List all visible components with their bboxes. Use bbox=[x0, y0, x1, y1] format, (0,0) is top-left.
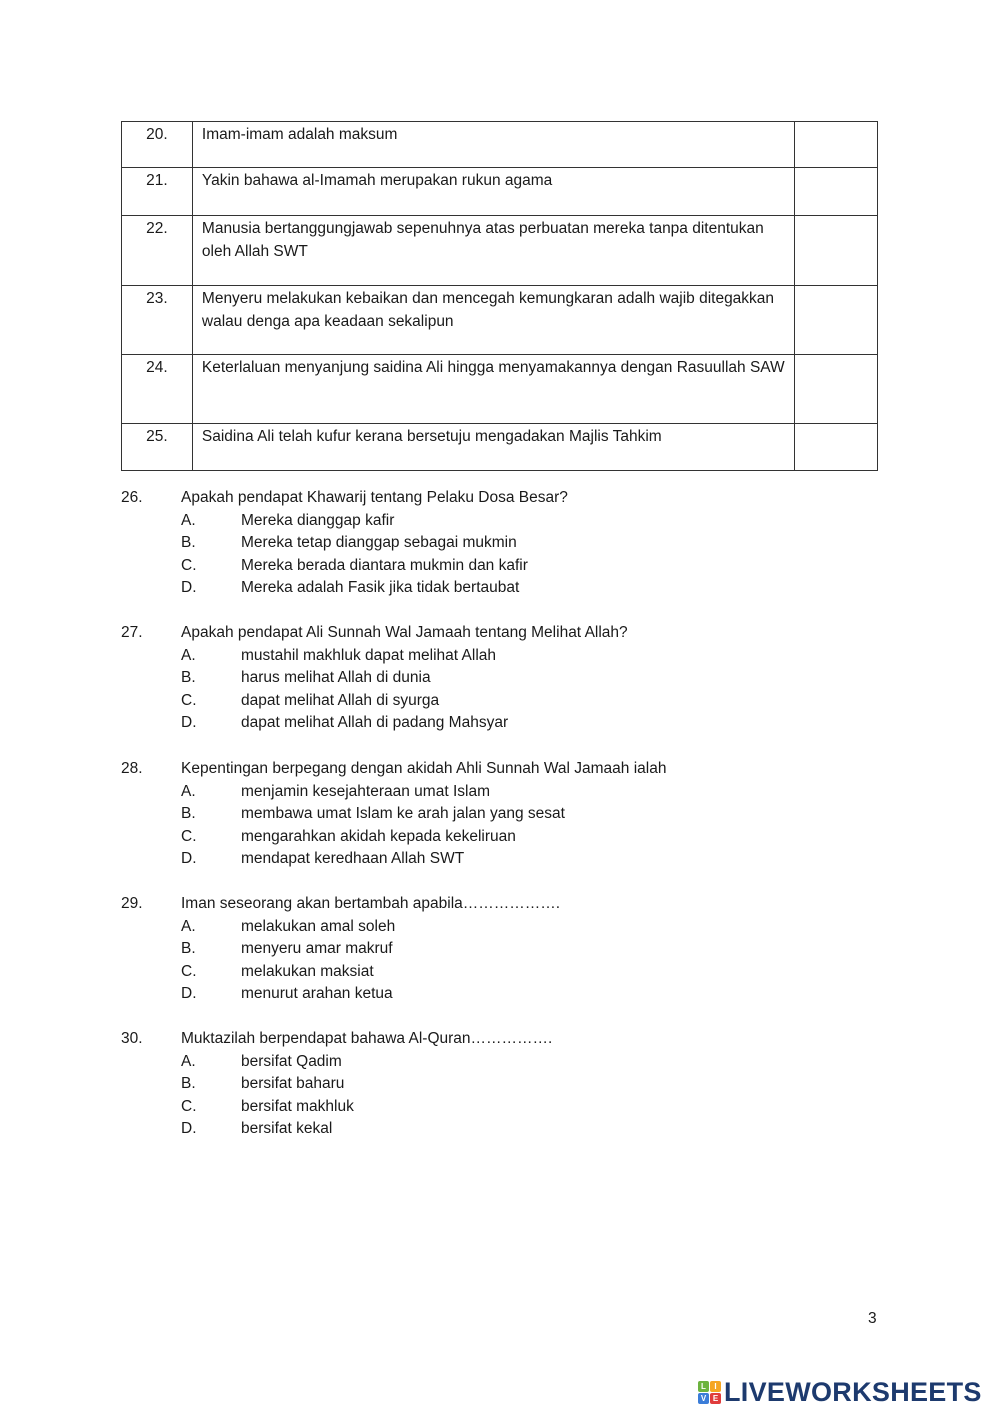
question-29 bbox=[121, 893, 560, 1006]
option-text: mengarahkan akidah kepada kekeliruan bbox=[241, 827, 516, 845]
option-text: menurut arahan ketua bbox=[241, 985, 393, 1003]
option-text: bersifat kekal bbox=[241, 1120, 333, 1138]
question-26 bbox=[121, 487, 568, 600]
option-b[interactable] bbox=[121, 803, 666, 826]
option-letter: B. bbox=[181, 534, 196, 552]
option-letter: A. bbox=[181, 511, 196, 529]
option-text: harus melihat Allah di dunia bbox=[241, 669, 431, 687]
statement: Keterlaluan menyanjung saidina Ali hingga menyamakannya dengan Rasuullah SAW bbox=[192, 355, 794, 424]
option-c[interactable] bbox=[121, 1096, 552, 1119]
table-row bbox=[122, 286, 878, 355]
option-letter: B. bbox=[181, 805, 196, 823]
question-number: 30. bbox=[121, 1030, 143, 1047]
option-letter: C. bbox=[181, 556, 197, 574]
page-number: 3 bbox=[868, 1310, 877, 1327]
table-row bbox=[122, 216, 878, 286]
option-letter: D. bbox=[181, 985, 197, 1003]
statement: Yakin bahawa al-Imamah merupakan rukun agama bbox=[192, 168, 794, 216]
option-letter: A. bbox=[181, 782, 196, 800]
row-number: 25. bbox=[122, 424, 193, 471]
option-b[interactable] bbox=[121, 532, 568, 555]
option-text: melakukan amal soleh bbox=[241, 917, 396, 935]
option-text: Mereka dianggap kafir bbox=[241, 511, 395, 529]
question-number: 29. bbox=[121, 895, 143, 912]
option-text: mustahil makhluk dapat melihat Allah bbox=[241, 646, 497, 664]
statement: Saidina Ali telah kufur kerana bersetuju mengadakan Majlis Tahkim bbox=[192, 424, 794, 471]
question-stem: Apakah pendapat Ali Sunnah Wal Jamaah tentang Melihat Allah? bbox=[181, 624, 628, 641]
question-28 bbox=[121, 758, 666, 871]
brand-name: LIVEWORKSHEETS bbox=[724, 1377, 982, 1407]
option-letter: C. bbox=[181, 962, 197, 980]
option-b[interactable] bbox=[121, 1073, 552, 1096]
option-letter: D. bbox=[181, 714, 197, 732]
option-text: Mereka tetap dianggap sebagai mukmin bbox=[241, 534, 517, 552]
option-text: menjamin kesejahteraan umat Islam bbox=[241, 782, 490, 800]
option-text: dapat melihat Allah di padang Mahsyar bbox=[241, 714, 509, 732]
option-b[interactable] bbox=[121, 938, 560, 961]
question-number: 27. bbox=[121, 624, 143, 641]
question-number: 28. bbox=[121, 760, 143, 777]
option-a[interactable] bbox=[121, 916, 560, 939]
option-text: bersifat makhluk bbox=[241, 1097, 354, 1115]
option-letter: D. bbox=[181, 1120, 197, 1138]
table-row bbox=[122, 122, 878, 168]
row-number: 22. bbox=[122, 216, 193, 286]
option-letter: B. bbox=[181, 669, 196, 687]
question-number: 26. bbox=[121, 489, 143, 506]
option-c[interactable] bbox=[121, 690, 628, 713]
logo-tile-v: V bbox=[698, 1393, 709, 1404]
logo-tile-e: E bbox=[710, 1393, 721, 1404]
row-number: 24. bbox=[122, 355, 193, 424]
true-false-table bbox=[121, 121, 878, 471]
question-stem: Muktazilah berpendapat bahawa Al-Quran……………. bbox=[181, 1030, 553, 1047]
option-d[interactable] bbox=[121, 577, 568, 600]
answer-cell[interactable] bbox=[795, 355, 878, 424]
table-row bbox=[122, 168, 878, 216]
option-d[interactable] bbox=[121, 712, 628, 735]
answer-cell[interactable] bbox=[795, 216, 878, 286]
table-row bbox=[122, 424, 878, 471]
option-letter: A. bbox=[181, 646, 196, 664]
option-letter: D. bbox=[181, 579, 197, 597]
question-stem: Iman seseorang akan bertambah apabila………………. bbox=[181, 895, 561, 912]
liveworksheets-logo[interactable] bbox=[698, 1377, 982, 1408]
answer-cell[interactable] bbox=[795, 286, 878, 355]
option-a[interactable] bbox=[121, 510, 568, 533]
option-text: melakukan maksiat bbox=[241, 962, 374, 980]
option-a[interactable] bbox=[121, 645, 628, 668]
row-number: 21. bbox=[122, 168, 193, 216]
logo-tile-l: L bbox=[698, 1381, 709, 1392]
option-a[interactable] bbox=[121, 1051, 552, 1074]
option-text: mendapat keredhaan Allah SWT bbox=[241, 850, 465, 868]
table-row bbox=[122, 355, 878, 424]
answer-cell[interactable] bbox=[795, 122, 878, 168]
option-b[interactable] bbox=[121, 667, 628, 690]
row-number: 20. bbox=[122, 122, 193, 168]
option-letter: C. bbox=[181, 691, 197, 709]
answer-cell[interactable] bbox=[795, 424, 878, 471]
option-letter: A. bbox=[181, 1052, 196, 1070]
option-letter: B. bbox=[181, 940, 196, 958]
statement: Menyeru melakukan kebaikan dan mencegah kemungkaran adalh wajib ditegakkan walau denga apa keadaan sekalipun bbox=[192, 286, 794, 355]
option-letter: C. bbox=[181, 1097, 197, 1115]
question-stem: Apakah pendapat Khawarij tentang Pelaku Dosa Besar? bbox=[181, 489, 568, 506]
option-text: bersifat baharu bbox=[241, 1075, 345, 1093]
logo-tile-i: I bbox=[710, 1381, 721, 1392]
statement: Imam-imam adalah maksum bbox=[192, 122, 794, 168]
option-d[interactable] bbox=[121, 848, 666, 871]
option-a[interactable] bbox=[121, 781, 666, 804]
statement: Manusia bertanggungjawab sepenuhnya atas perbuatan mereka tanpa ditentukan oleh Allah SWT bbox=[192, 216, 794, 286]
question-stem: Kepentingan berpegang dengan akidah Ahli Sunnah Wal Jamaah ialah bbox=[181, 760, 667, 777]
option-text: membawa umat Islam ke arah jalan yang sesat bbox=[241, 805, 565, 823]
answer-cell[interactable] bbox=[795, 168, 878, 216]
option-letter: B. bbox=[181, 1075, 196, 1093]
option-text: bersifat Qadim bbox=[241, 1052, 342, 1070]
option-c[interactable] bbox=[121, 555, 568, 578]
option-letter: C. bbox=[181, 827, 197, 845]
row-number: 23. bbox=[122, 286, 193, 355]
question-27 bbox=[121, 622, 628, 735]
option-text: dapat melihat Allah di syurga bbox=[241, 691, 440, 709]
option-d[interactable] bbox=[121, 983, 560, 1006]
option-letter: A. bbox=[181, 917, 196, 935]
option-text: Mereka berada diantara mukmin dan kafir bbox=[241, 556, 528, 574]
option-letter: D. bbox=[181, 850, 197, 868]
option-c[interactable] bbox=[121, 961, 560, 984]
option-text: menyeru amar makruf bbox=[241, 940, 393, 958]
option-d[interactable] bbox=[121, 1118, 552, 1141]
logo-tiles-icon bbox=[698, 1381, 721, 1404]
question-30 bbox=[121, 1028, 552, 1141]
option-text: Mereka adalah Fasik jika tidak bertaubat bbox=[241, 579, 520, 597]
option-c[interactable] bbox=[121, 826, 666, 849]
